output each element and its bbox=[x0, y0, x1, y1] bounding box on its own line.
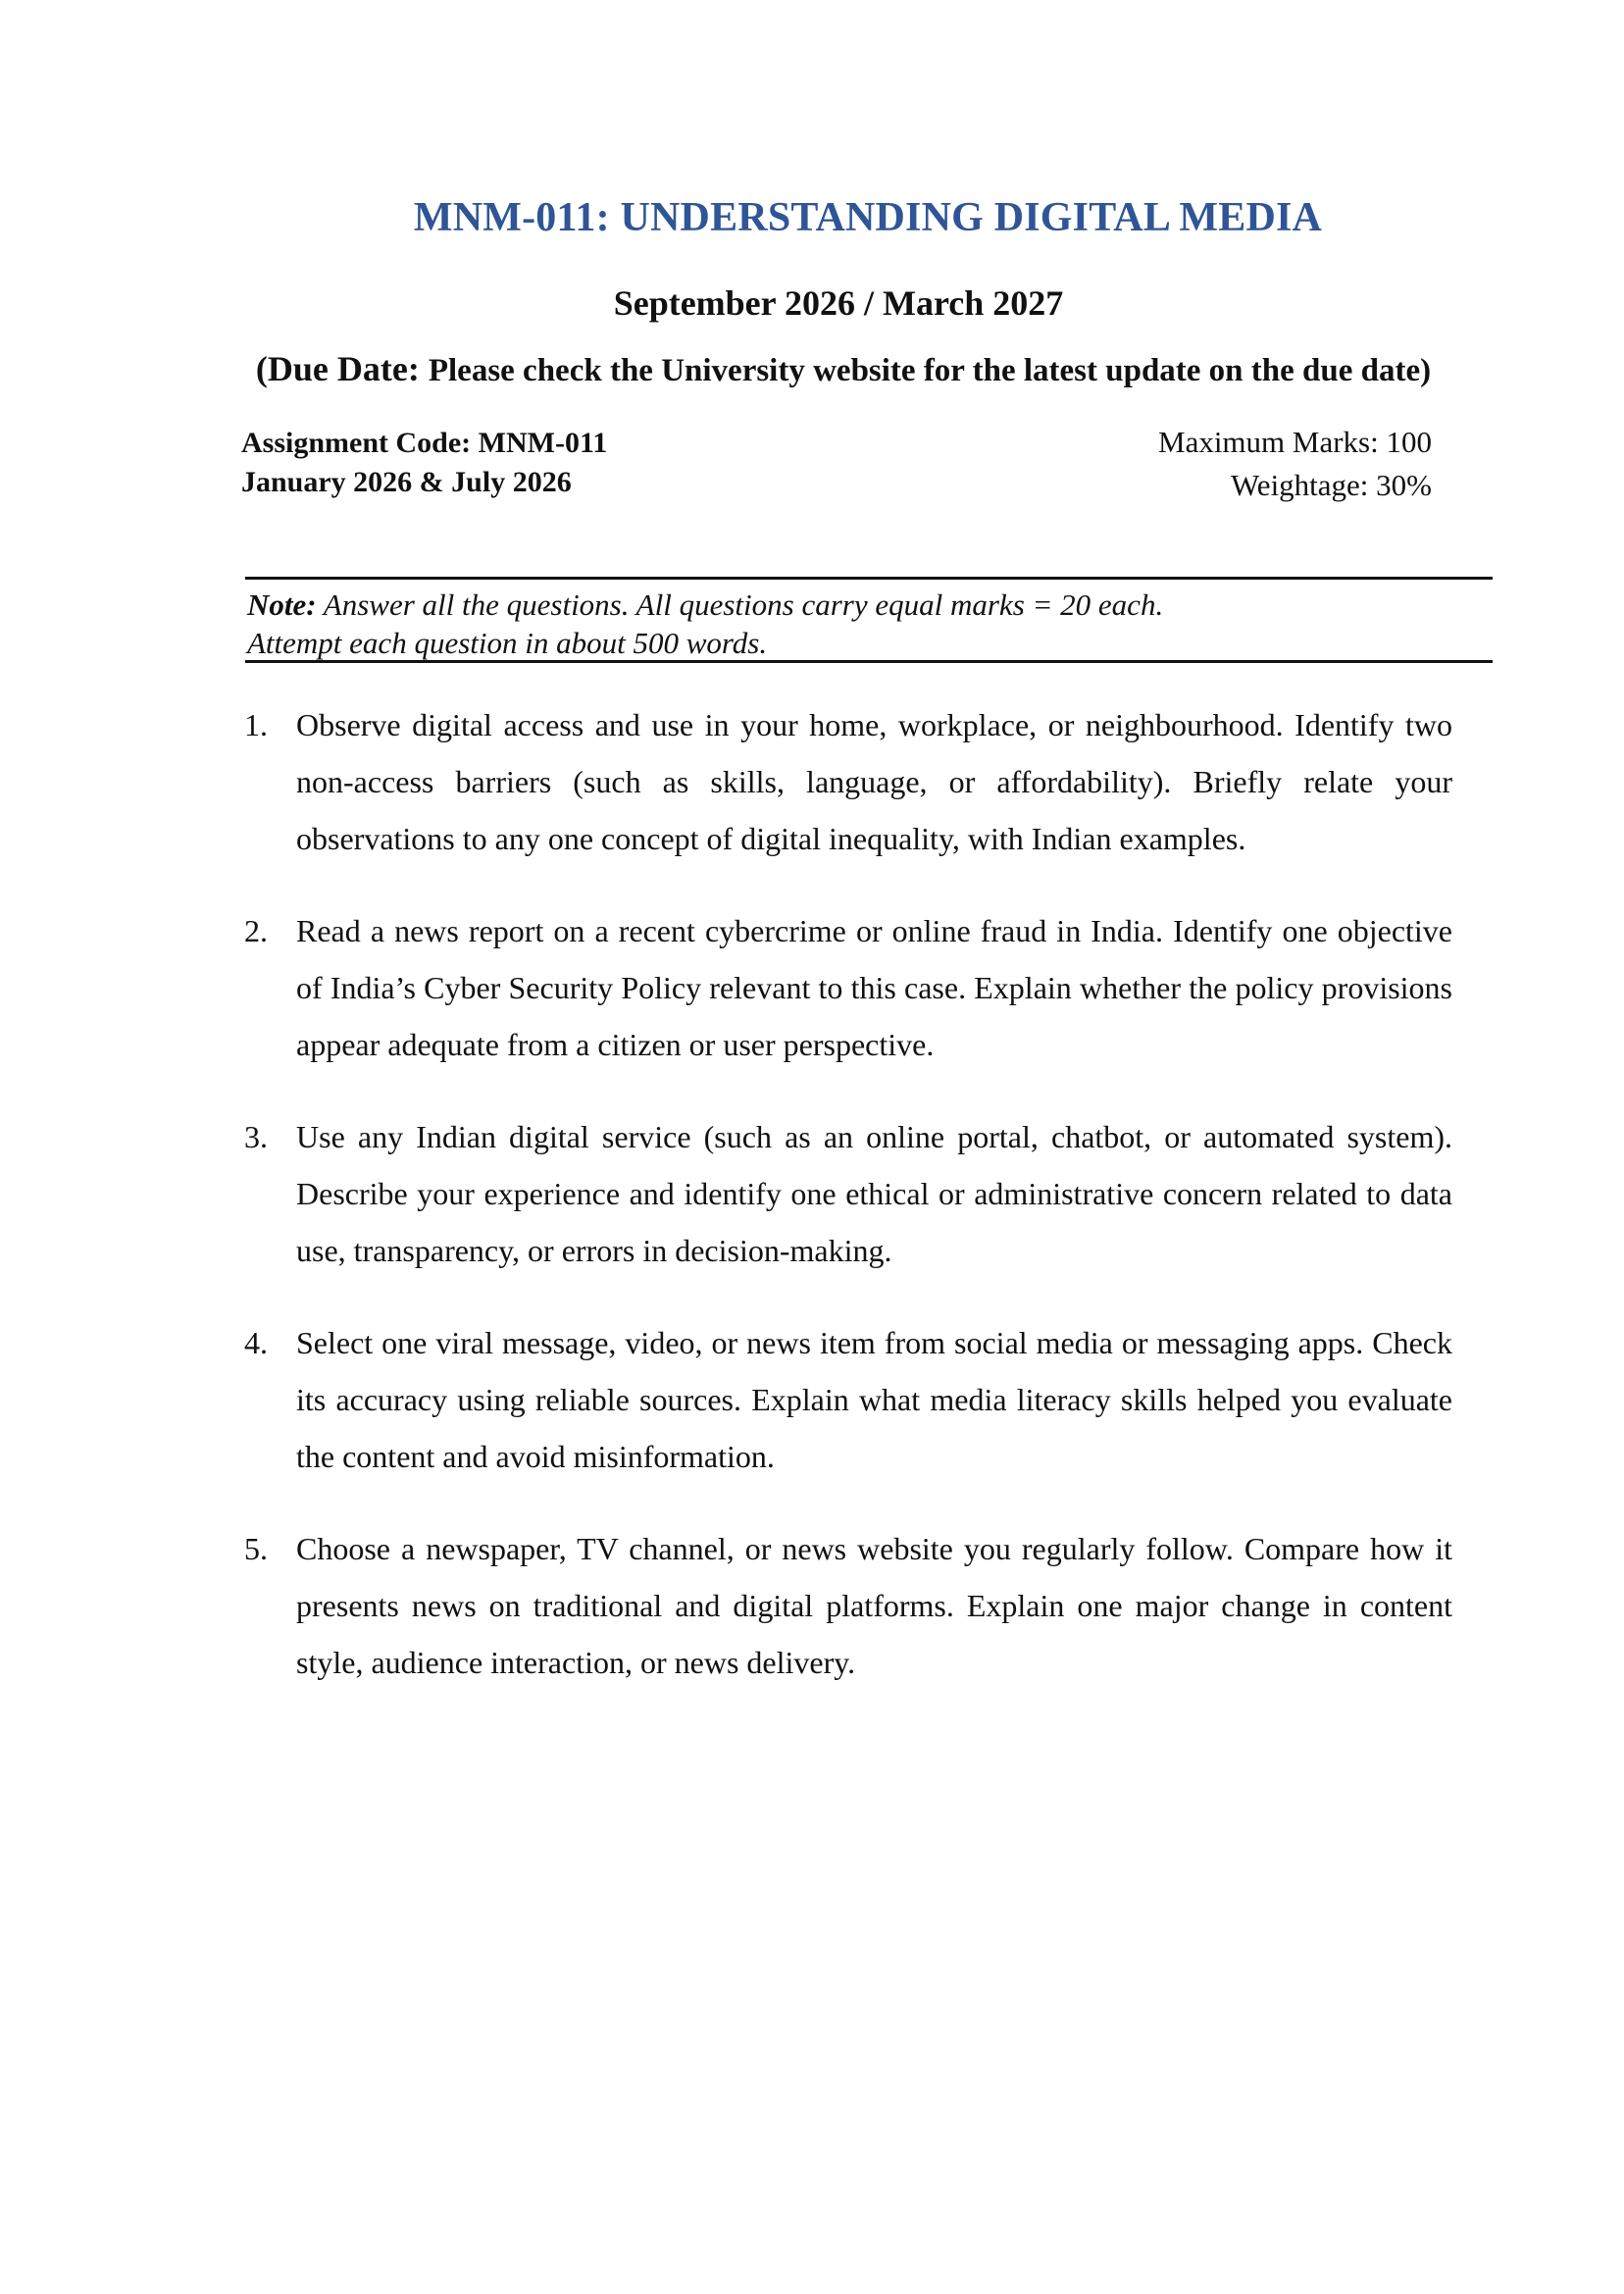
question-text: Choose a newspaper, TV channel, or news website you regularly follow. Compare how it presents news on traditional and digital platforms. Explain one major change in content style, audience interaction, or news delivery. bbox=[296, 1531, 1452, 1680]
due-date-notice bbox=[0, 348, 1624, 389]
question-number: 2. bbox=[244, 913, 268, 948]
due-date-label: (Due Date: bbox=[255, 349, 429, 388]
question-item bbox=[242, 1520, 1452, 1691]
question-text: Select one viral message, video, or news item from social media or messaging apps. Check its accuracy using reliable sources. Explain what media literacy skills helped you evaluate the content and avoid misinformation. bbox=[296, 1325, 1452, 1474]
note-label: Note: bbox=[247, 587, 317, 622]
question-number: 5. bbox=[244, 1531, 268, 1566]
question-text: Observe digital access and use in your home, workplace, or neighbourhood. Identify two non-access barriers (such as skills, language, or affordability). Briefly relate your observations to any one concept of digital inequality, with Indian examples. bbox=[296, 707, 1452, 856]
question-number: 3. bbox=[244, 1119, 268, 1154]
marks-info bbox=[1158, 421, 1432, 507]
question-item bbox=[242, 696, 1452, 867]
note-text bbox=[247, 586, 1208, 662]
maximum-marks: Maximum Marks: 100 bbox=[1158, 425, 1432, 459]
question-text: Read a news report on a recent cybercrime or online fraud in India. Identify one objective of India’s Cyber Security Policy relevant to this case. Explain whether the policy provisions appear adequate from a citizen or user perspective. bbox=[296, 913, 1452, 1062]
weightage: Weightage: 30% bbox=[1231, 468, 1432, 502]
session-heading: September 2026 / March 2027 bbox=[613, 283, 1064, 323]
note-box bbox=[245, 577, 1493, 663]
question-number: 1. bbox=[244, 707, 268, 742]
assignment-terms: January 2026 & July 2026 bbox=[241, 466, 572, 498]
question-text: Use any Indian digital service (such as an online portal, chatbot, or automated system). Describe your experience and identify one ethical or administrative concern related to data use, transparency, or errors in decision-making. bbox=[296, 1119, 1452, 1268]
assignment-info bbox=[241, 424, 607, 502]
page-title: MNM-011: UNDERSTANDING DIGITAL MEDIA bbox=[413, 195, 1323, 240]
note-body: Answer all the questions. All questions carry equal marks = 20 each. Attempt each question in about 500 words. bbox=[247, 587, 1164, 660]
question-number: 4. bbox=[244, 1325, 268, 1360]
question-list bbox=[242, 696, 1452, 1726]
question-item bbox=[242, 1314, 1452, 1485]
question-item bbox=[242, 902, 1452, 1073]
assignment-code: Assignment Code: MNM-011 bbox=[241, 427, 608, 459]
question-item bbox=[242, 1108, 1452, 1279]
due-date-text: Please check the University website for the latest update on the due date) bbox=[428, 353, 1432, 388]
